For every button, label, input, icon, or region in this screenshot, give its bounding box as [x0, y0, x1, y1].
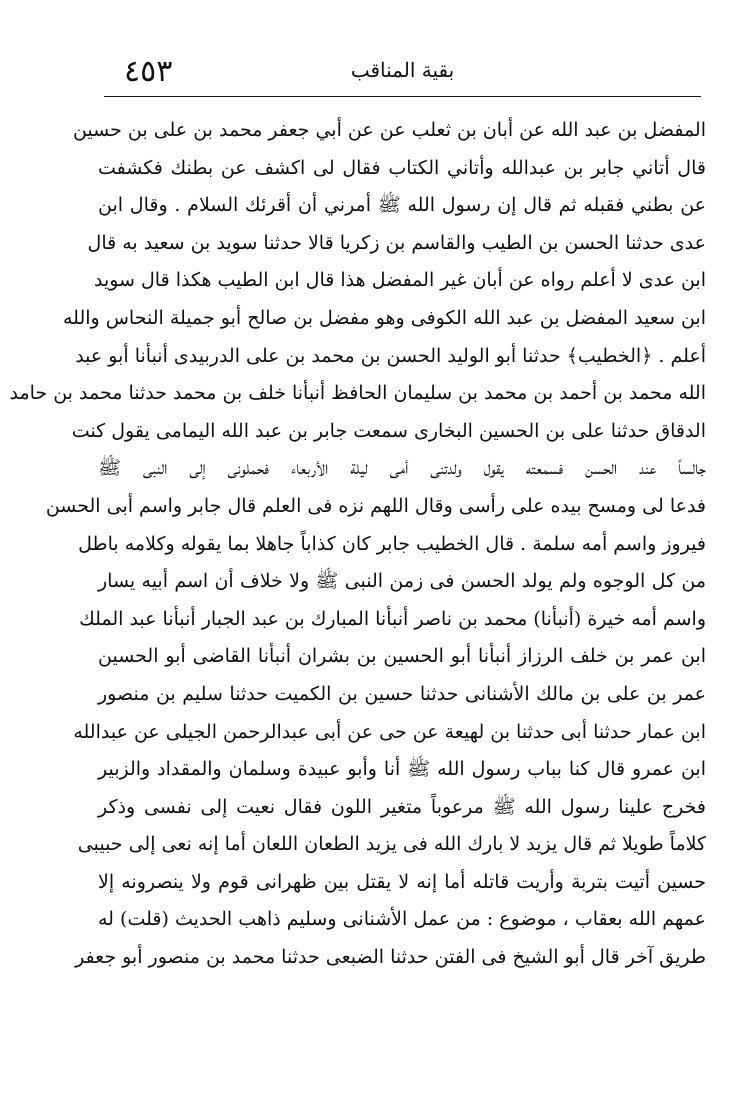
text-line: الله محمد بن أحمد بن محمد بن سليمان الحافظ أنبأنا خلف بن محمد حدثنا محمد بن حامد	[9, 382, 706, 405]
text-line: أعلم . ﴿الخطيب﴾ حدثنا أبو الوليد الحسن بن محمد بن على الدربيدى أنبأنا أبو عبد	[75, 344, 706, 367]
text-line: ابن عمار حدثنا أبى حدثنا بن لهيعة عن حى عن أبى عبدالرحمن الجيلى عن عبدالله	[73, 720, 706, 743]
text-line: من كل الوجوه ولم يولد الحسن فى زمن النبى ﷺ ولا خلاف أن اسم أبيه يسار	[98, 570, 706, 593]
text-line: الدقاق حدثنا على بن الحسين البخارى سمعت جابر بن عبد الله اليمامى يقول كنت	[71, 419, 706, 442]
text-line: طريق آخر قال أبو الشيخ فى الفتن حدثنا الضبعى حدثنا محمد بن منصور أبو جعفر	[75, 946, 706, 969]
text-line: واسم أمه خيرة (أنبأنا) محمد بن ناصر أنبأنا المبارك بن عبد الجبار أنبأنا عبد الملك	[79, 607, 706, 630]
text-line: عمر بن على بن مالك الأشنانى حدثنا حسين بن الكميت حدثنا سليم بن منصور	[98, 682, 706, 705]
text-line: كلاماً طويلا ثم قال يزيد لا بارك الله فى يزيد الطعان اللعان أما إنه نعى إلى حبيبى	[77, 833, 706, 856]
text-line: عمهم الله بعقاب ، موضوع : من عمل الأشنانى وسليم ذاهب الحديث (قلت) له	[98, 908, 706, 931]
text-line: ابن عدى لا أعلم رواه عن أبان غير المفضل هذا قال ابن الطيب هكذا قال سويد	[93, 269, 706, 292]
text-line: ابن سعيد المفضل بن عبد الله الكوفى وهو مفضل بن صالح أبو جميلة النحاس والله	[62, 306, 706, 329]
text-line: فخرج علينا رسول الله ﷺ مرعوباً متغير اللون فقال نعيت إلى نفسى وذكر	[98, 795, 706, 818]
page-number: ٤٥٣	[124, 54, 173, 89]
text-line: عدى حدثنا الحسن بن الطيب والقاسم بن زكريا قالا حدثنا سويد بن سعيد به قال	[87, 231, 706, 254]
header-rule	[104, 96, 701, 97]
text-line: ابن عمرو قال كنا بباب رسول الله ﷺ أنا وأبو عبيدة وسلمان والمقداد والزبير	[98, 758, 706, 781]
body-text	[9, 112, 706, 977]
running-title: بقية المناقب	[350, 58, 455, 82]
page-header	[104, 52, 701, 92]
text-line: المفضل بن عبد الله عن أبان بن ثعلب عن عن أبي جعفر محمد بن على بن حسين	[72, 119, 706, 141]
text-line: حسين أتيت بتربة وأريت قاتله أما إنه لا يقتل بين ظهرانى قوم ولا ينصرونه إلا	[98, 870, 706, 893]
text-line: فيروز واسم أمه سلمة . قال الخطيب جابر كان كذاباً جاهلا بما يقوله وكلامه باطل	[78, 532, 706, 555]
text-line: جالساً عند الحسن فسمعته يقول ولدتنى أمى ليلة الأربعاء فحملونى إلى النبى ﷺ	[98, 457, 706, 480]
text-line: عن بطني فقبله ثم قال إن رسول الله ﷺ أمرني أن أقرئك السلام . وقال ابن	[98, 194, 706, 217]
text-line: ابن عمر بن خلف الرزاز أنبأنا أبو الحسين بن بشران أنبأنا القاضى أبو الحسين	[98, 645, 706, 668]
text-line: فدعا لى ومسح بيده على رأسى وقال اللهم نزه فى العلم قال جابر واسم أبى الحسن	[45, 494, 706, 517]
text-line: قال أتاني جابر بن عبدالله وأتاني الكتاب فقال لى اكشف عن بطنك فكشفت	[98, 156, 706, 179]
